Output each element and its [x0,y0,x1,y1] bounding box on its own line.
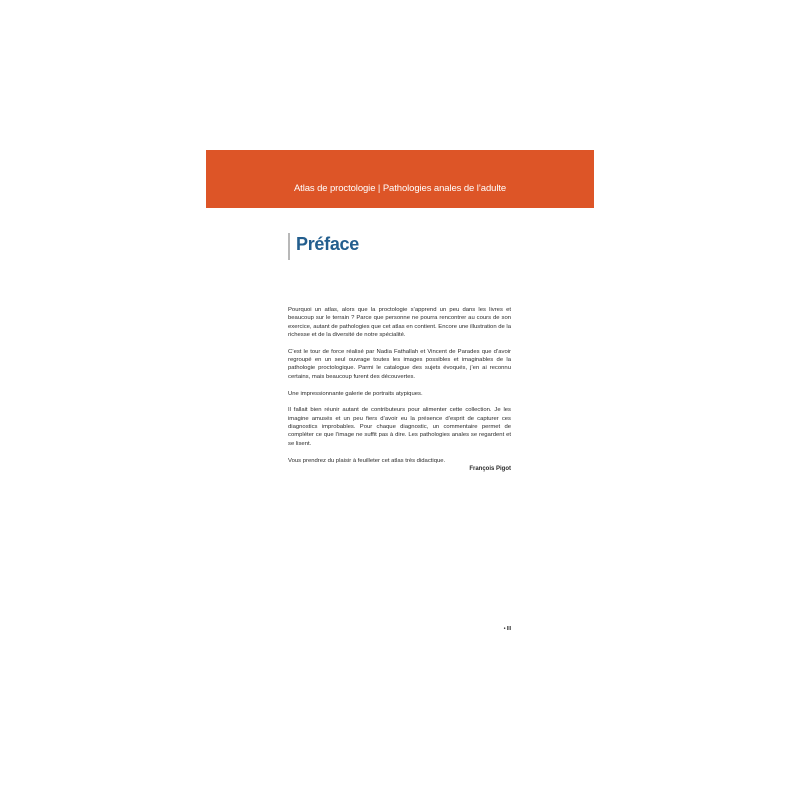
header-title: Atlas de proctologie | Pathologies anales de l’adulte [293,183,507,194]
paragraph: Vous prendrez du plaisir à feuilleter cet atlas très didactique. [288,457,446,464]
paragraph: Une impressionnante galerie de portraits atypiques. [288,390,423,397]
page-title: Préface [296,234,359,254]
paragraph: C’est le tour de force réalisé par Nadia Fathallah et Vincent de Parades que d’avoir regroupé en un seul ouvrage toutes les images possibles et imaginables de la pathologie proctologique. Parmi le catalogue des sujets évoqués, j’en ai reconnu certains, mais beaucoup furent des découvertes. [288,348,511,380]
paragraph: Pourquoi un atlas, alors que la proctologie s’apprend un peu dans les livres et beaucoup sur le terrain ? Parce que personne ne pourra rencontrer au cours de son exercice, autant de pathologies que cet atlas en contient. Encore une illustration de la richesse et de la diversité de notre spécialité. [288,307,512,338]
author-signature: François Pigot [469,466,511,472]
title-accent-bar [288,233,290,260]
paragraph: Il fallait bien réunir autant de contributeurs pour alimenter cette collection. Je les imagine amusés et un peu fiers d’avoir eu la présence d’esprit de capturer ces diagnostics improbables. Pour chaque diagnostic, un commentaire permet de compléter ce que l’image ne suffit pas à dire. Les pathologies anales se regardent et se lisent. [288,407,511,447]
preface-body [288,306,511,473]
header-band [206,150,594,208]
page-number: • III [503,626,511,632]
